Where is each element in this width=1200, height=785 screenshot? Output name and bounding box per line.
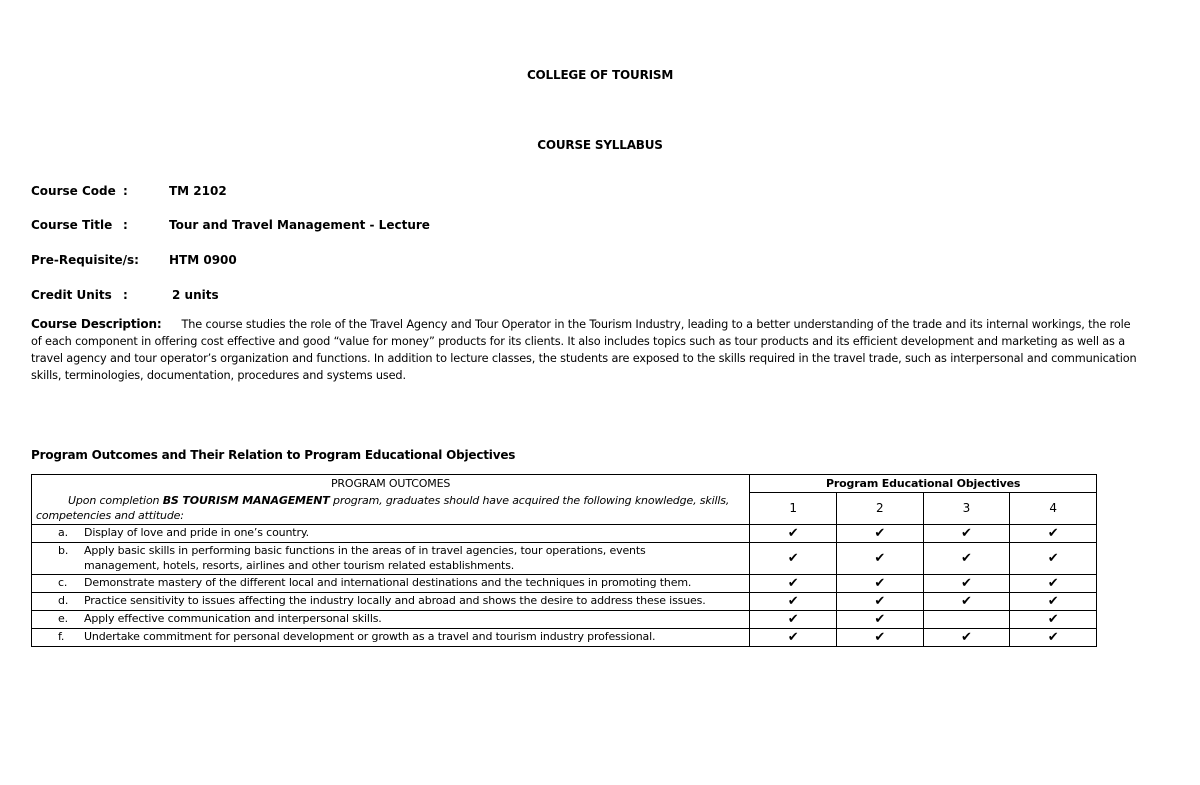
colon: :	[123, 184, 128, 198]
credit-units-row	[31, 288, 219, 302]
check-icon: ✔	[750, 542, 837, 574]
table-row	[32, 610, 1097, 628]
check-icon: ✔	[1010, 542, 1097, 574]
objective-number: 2	[836, 493, 923, 525]
outcome-text: Practice sensitivity to issues affecting the industry locally and abroad and shows the desire to address these issues.	[84, 594, 706, 608]
outcome-cell	[32, 628, 750, 646]
course-description-label: Course Description:	[31, 317, 162, 331]
check-icon: ✔	[836, 542, 923, 574]
prerequisite-row	[31, 253, 237, 267]
objective-number: 4	[1010, 493, 1097, 525]
outcome-letter: b.	[58, 543, 69, 557]
program-outcomes-table	[31, 474, 1097, 647]
program-outcomes-header: PROGRAM OUTCOMES	[32, 475, 750, 493]
outcome-text: Apply effective communication and interpersonal skills.	[84, 612, 382, 626]
course-title-value: Tour and Travel Management - Lecture	[169, 218, 430, 232]
table-row	[32, 524, 1097, 542]
outcome-letter: d.	[58, 594, 69, 608]
outcome-letter: c.	[58, 576, 68, 590]
course-code-label: Course Code	[31, 184, 116, 198]
course-description	[31, 316, 1141, 384]
outcome-text-continued: management, hotels, resorts, airlines and other tourism related establishments.	[84, 559, 515, 572]
outcome-letter: f.	[58, 630, 65, 644]
table-row	[32, 628, 1097, 646]
course-code-value: TM 2102	[169, 184, 227, 198]
outcome-text: Demonstrate mastery of the different local and international destinations and the techniques in promoting them.	[84, 576, 692, 590]
objective-number: 3	[923, 493, 1010, 525]
check-icon: ✔	[923, 542, 1010, 574]
colon: :	[123, 288, 128, 302]
check-icon: ✔	[923, 524, 1010, 542]
college-name: COLLEGE OF TOURISM	[526, 68, 674, 82]
intro-text: program, graduates should have acquired the following knowledge, skills,	[329, 493, 730, 507]
prerequisite-value: HTM 0900	[169, 253, 237, 267]
objective-number: 1	[750, 493, 837, 525]
table-row	[32, 542, 1097, 574]
check-icon: ✔	[836, 592, 923, 610]
outcome-cell	[32, 574, 750, 592]
check-icon: ✔	[750, 610, 837, 628]
document-title: COURSE SYLLABUS	[537, 138, 663, 152]
check-icon: ✔	[1010, 592, 1097, 610]
outcome-cell	[32, 542, 750, 574]
check-icon: ✔	[750, 574, 837, 592]
check-icon: ✔	[1010, 628, 1097, 646]
colon: :	[123, 218, 128, 232]
check-icon: ✔	[836, 574, 923, 592]
check-icon: ✔	[1010, 524, 1097, 542]
outcome-letter: a.	[58, 526, 68, 540]
outcomes-heading: Program Outcomes and Their Relation to Program Educational Objectives	[31, 448, 516, 462]
prerequisite-label: Pre-Requisite/s:	[31, 253, 139, 267]
course-title-label: Course Title	[31, 218, 113, 232]
check-icon: ✔	[923, 628, 1010, 646]
check-icon: ✔	[836, 610, 923, 628]
program-name: BS TOURISM MANAGEMENT	[162, 493, 330, 507]
check-icon: ✔	[1010, 574, 1097, 592]
check-icon: ✔	[836, 524, 923, 542]
outcome-cell	[32, 524, 750, 542]
objectives-header: Program Educational Objectives	[750, 475, 1097, 493]
empty-cell	[923, 610, 1010, 628]
check-icon: ✔	[836, 628, 923, 646]
check-icon: ✔	[1010, 610, 1097, 628]
outcome-cell	[32, 610, 750, 628]
table-row	[32, 592, 1097, 610]
course-title-row	[31, 218, 430, 232]
outcome-text: Display of love and pride in one’s country.	[84, 526, 309, 540]
intro-text: Upon completion	[68, 493, 163, 507]
outcome-cell	[32, 592, 750, 610]
check-icon: ✔	[923, 592, 1010, 610]
outcome-text: Apply basic skills in performing basic functions in the areas of in travel agencies, tour operations, events	[84, 543, 646, 557]
credit-units-value: 2 units	[172, 288, 219, 302]
credit-units-label: Credit Units	[31, 288, 112, 302]
course-code-row	[31, 184, 227, 198]
outcome-text: Undertake commitment for personal development or growth as a travel and tourism industry professional.	[84, 630, 656, 644]
intro-text: competencies and attitude:	[36, 508, 184, 522]
check-icon: ✔	[750, 592, 837, 610]
check-icon: ✔	[923, 574, 1010, 592]
outcomes-intro	[32, 493, 750, 525]
check-icon: ✔	[750, 628, 837, 646]
table-row	[32, 574, 1097, 592]
table-header-row	[32, 475, 1097, 493]
outcome-letter: e.	[58, 612, 68, 626]
table-subheader-row	[32, 493, 1097, 525]
check-icon: ✔	[750, 524, 837, 542]
course-description-text: The course studies the role of the Travel Agency and Tour Operator in the Tourism Industry, leading to a better understanding of the trade and its internal workings, the role of each component in offering cost effective and good “value for money” products for its clients. It also includes topics such as tour products and its efficient development and marketing as well as a travel agency and tour operator’s organization and functions. In addition to lecture classes, the students are exposed to the skills required in the travel trade, such as interpersonal and communication skills, terminologies, documentation, procedures and systems used.	[31, 318, 1137, 382]
